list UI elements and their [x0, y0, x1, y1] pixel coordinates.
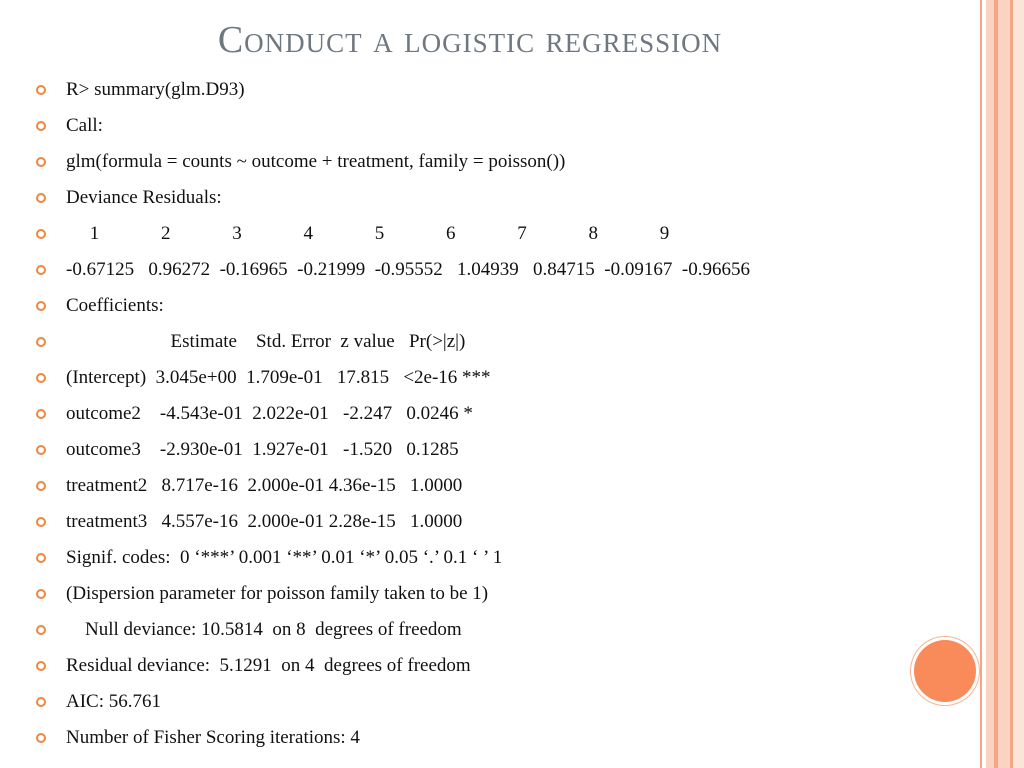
bullet-item	[36, 72, 936, 108]
decorative-stripe	[1013, 0, 1024, 768]
bullet-list	[36, 72, 936, 756]
bullet-text: R> summary(glm.D93)	[66, 79, 245, 100]
bullet-text: Number of Fisher Scoring iterations: 4	[66, 727, 360, 748]
bullet-text: (Dispersion parameter for poisson family taken to be 1)	[66, 583, 489, 604]
bullet-ring-icon	[36, 337, 46, 347]
bullet-item	[36, 684, 936, 720]
bullet-ring-icon	[36, 553, 46, 563]
bullet-item	[36, 288, 936, 324]
decorative-stripe	[980, 0, 982, 768]
bullet-item	[36, 576, 936, 612]
bullet-item	[36, 468, 936, 504]
bullet-ring-icon	[36, 517, 46, 527]
bullet-ring-icon	[36, 85, 46, 95]
bullet-text: AIC: 56.761	[66, 691, 161, 712]
bullet-ring-icon	[36, 445, 46, 455]
bullet-ring-icon	[36, 157, 46, 167]
bullet-item	[36, 360, 936, 396]
bullet-text: treatment3 4.557e-16 2.000e-01 2.28e-15 1.0000	[66, 511, 463, 532]
bullet-item	[36, 504, 936, 540]
bullet-text: Estimate Std. Error z value Pr(>|z|)	[66, 331, 466, 352]
bullet-item	[36, 324, 936, 360]
bullet-text: -0.67125 0.96272 -0.16965 -0.21999 -0.95552 1.04939 0.84715 -0.09167 -0.96656	[66, 259, 750, 280]
bullet-text: Deviance Residuals:	[66, 187, 222, 208]
decorative-stripe	[998, 0, 1010, 768]
bullet-ring-icon	[36, 697, 46, 707]
bullet-text: Call:	[66, 115, 103, 136]
bullet-item	[36, 720, 936, 756]
bullet-ring-icon	[36, 373, 46, 383]
bullet-ring-icon	[36, 481, 46, 491]
bullet-item	[36, 108, 936, 144]
bullet-text: outcome2 -4.543e-01 2.022e-01 -2.247 0.0246 *	[66, 403, 473, 424]
bullet-ring-icon	[36, 625, 46, 635]
decorative-stripe	[986, 0, 994, 768]
bullet-text: Residual deviance: 5.1291 on 4 degrees of freedom	[66, 655, 471, 676]
bullet-ring-icon	[36, 265, 46, 275]
bullet-item	[36, 216, 936, 252]
bullet-text: treatment2 8.717e-16 2.000e-01 4.36e-15 1.0000	[66, 475, 463, 496]
bullet-ring-icon	[36, 301, 46, 311]
bullet-text: Null deviance: 10.5814 on 8 degrees of freedom	[66, 619, 462, 640]
bullet-item	[36, 396, 936, 432]
bullet-ring-icon	[36, 661, 46, 671]
bullet-item	[36, 540, 936, 576]
bullet-item	[36, 252, 936, 288]
bullet-text: Coefficients:	[66, 295, 164, 316]
bullet-item	[36, 144, 936, 180]
bullet-text: outcome3 -2.930e-01 1.927e-01 -1.520 0.1285	[66, 439, 459, 460]
bullet-ring-icon	[36, 193, 46, 203]
bullet-ring-icon	[36, 733, 46, 743]
bullet-text: glm(formula = counts ~ outcome + treatment, family = poisson())	[66, 151, 566, 172]
bullet-ring-icon	[36, 409, 46, 419]
bullet-text: Signif. codes: 0 ‘***’ 0.001 ‘**’ 0.01 ‘*’ 0.05 ‘.’ 0.1 ‘ ’ 1	[66, 547, 503, 568]
bullet-ring-icon	[36, 229, 46, 239]
bullet-item	[36, 432, 936, 468]
bullet-item	[36, 180, 936, 216]
bullet-ring-icon	[36, 589, 46, 599]
bullet-item	[36, 612, 936, 648]
bullet-text: (Intercept) 3.045e+00 1.709e-01 17.815 <2e-16 ***	[66, 367, 491, 388]
bullet-ring-icon	[36, 121, 46, 131]
bullet-item	[36, 648, 936, 684]
bullet-text: 1 2 3 4 5 6 7 8 9	[66, 223, 670, 244]
slide-title: Conduct a logistic regression	[217, 19, 723, 61]
